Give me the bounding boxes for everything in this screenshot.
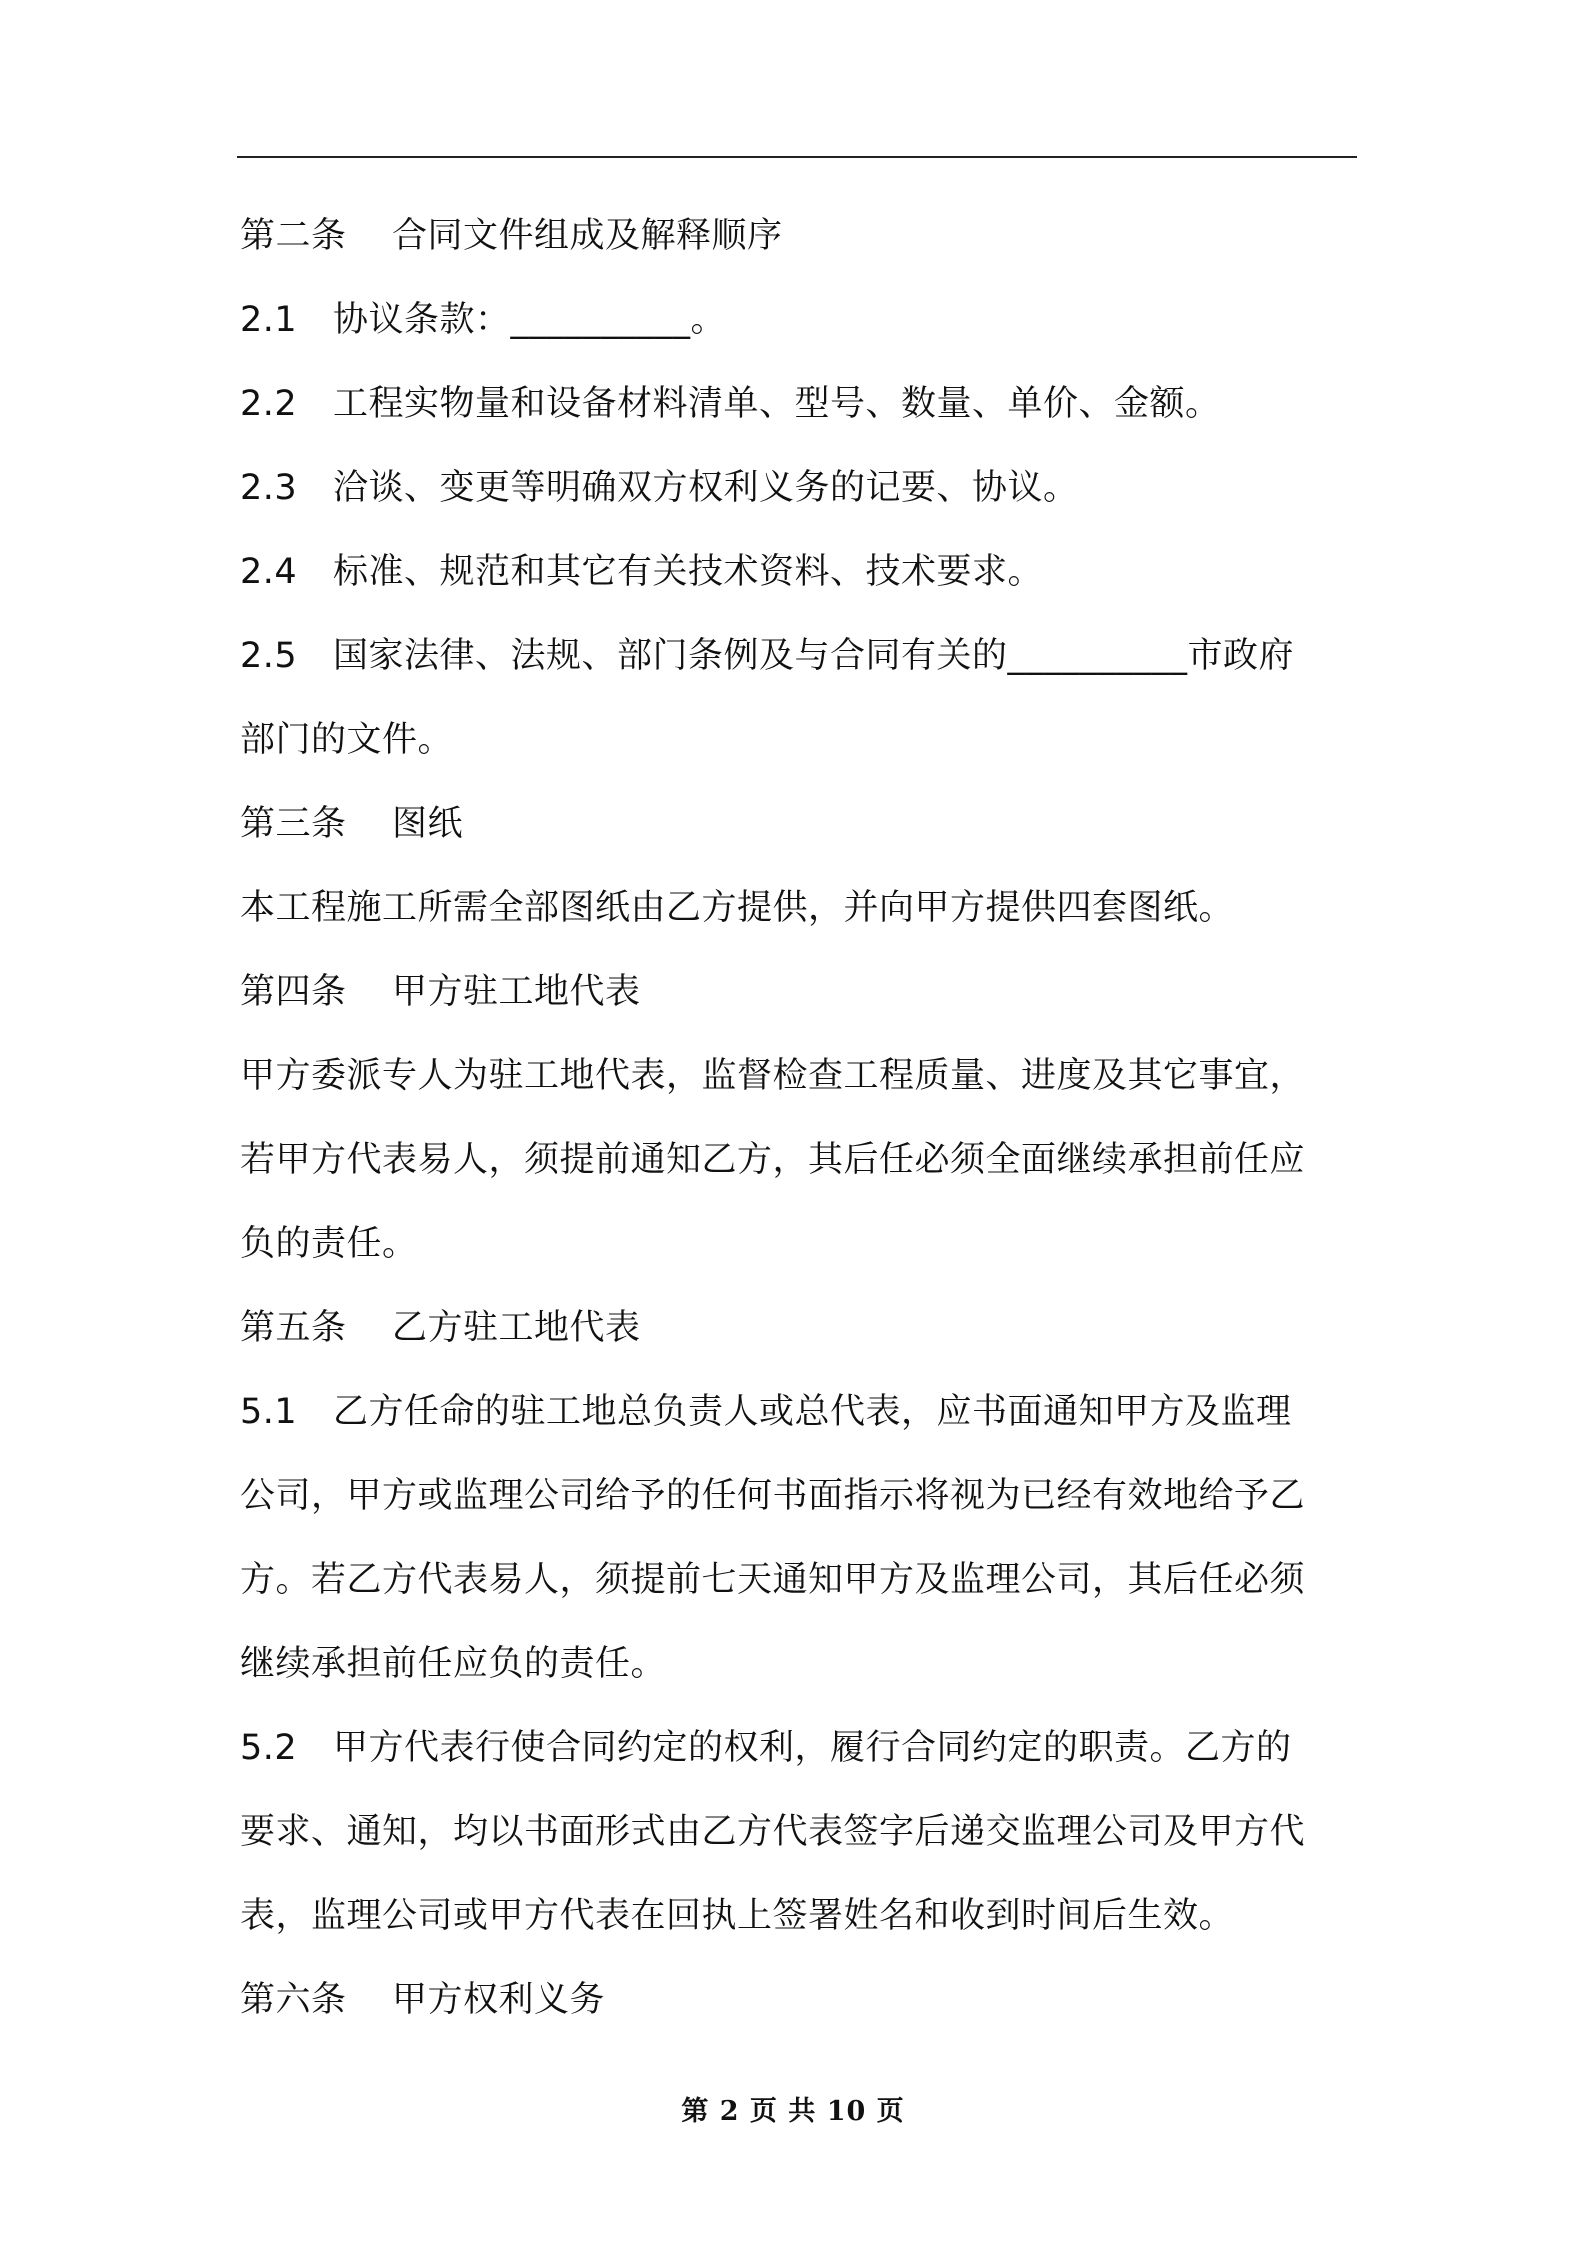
clause-text: 洽谈、变更等明确双方权利义务的记要、协议。 [333, 468, 1079, 508]
article-title: 乙方驻工地代表 [392, 1308, 641, 1348]
clause-text: 协议条款：__________。 [333, 300, 727, 340]
article-3-heading [240, 782, 1358, 866]
document-body [240, 194, 1358, 2042]
clause-5-1-line-1 [240, 1370, 1358, 1454]
article-number: 第二条 [240, 216, 347, 256]
page-number-footer: 第 2 页 共 10 页 [681, 2096, 905, 2127]
article-4-heading [240, 950, 1358, 1034]
clause-number: 2.3 [240, 468, 298, 508]
clause-number: 5.1 [240, 1392, 298, 1432]
clause-text: 标准、规范和其它有关技术资料、技术要求。 [333, 552, 1044, 592]
article-5-heading [240, 1286, 1358, 1370]
clause-5-1-line-3: 方。若乙方代表易人，须提前七天通知甲方及监理公司，其后任必须 [240, 1560, 1306, 1600]
clause-text: 国家法律、法规、部门条例及与合同有关的__________市政府 [333, 636, 1295, 676]
clause-number: 2.1 [240, 300, 298, 340]
article-title: 甲方权利义务 [392, 1980, 606, 2020]
clause-number: 2.5 [240, 636, 298, 676]
article-3-paragraph: 本工程施工所需全部图纸由乙方提供，并向甲方提供四套图纸。 [240, 888, 1235, 928]
clause-5-2-line-2: 要求、通知，均以书面形式由乙方代表签字后递交监理公司及甲方代 [240, 1812, 1306, 1852]
clause-2-3 [240, 446, 1358, 530]
article-6-heading [240, 1958, 1358, 2042]
article-4-line-3: 负的责任。 [240, 1224, 418, 1264]
clause-2-4 [240, 530, 1358, 614]
article-title: 合同文件组成及解释顺序 [392, 216, 783, 256]
clause-2-5-line-2: 部门的文件。 [240, 720, 454, 760]
clause-2-2 [240, 362, 1358, 446]
article-title: 甲方驻工地代表 [392, 972, 641, 1012]
article-2-heading [240, 194, 1358, 278]
article-4-line-2: 若甲方代表易人，须提前通知乙方，其后任必须全面继续承担前任应 [240, 1140, 1306, 1180]
clause-text: 乙方任命的驻工地总负责人或总代表，应书面通知甲方及监理 [333, 1392, 1292, 1432]
clause-number: 5.2 [240, 1728, 298, 1768]
clause-number: 2.2 [240, 384, 298, 424]
clause-5-1-line-2: 公司，甲方或监理公司给予的任何书面指示将视为已经有效地给予乙 [240, 1476, 1306, 1516]
article-number: 第六条 [240, 1980, 347, 2020]
clause-number: 2.4 [240, 552, 298, 592]
clause-2-5-line-1 [240, 614, 1358, 698]
clause-5-2-line-1 [240, 1706, 1358, 1790]
article-title: 图纸 [392, 804, 464, 844]
article-number: 第四条 [240, 972, 347, 1012]
article-number: 第三条 [240, 804, 347, 844]
header-rule [237, 156, 1357, 158]
clause-text: 甲方代表行使合同约定的权利，履行合同约定的职责。乙方的 [333, 1728, 1292, 1768]
clause-5-2-line-3: 表，监理公司或甲方代表在回执上签署姓名和收到时间后生效。 [240, 1896, 1235, 1936]
article-number: 第五条 [240, 1308, 347, 1348]
article-4-line-1: 甲方委派专人为驻工地代表，监督检查工程质量、进度及其它事宜， [240, 1056, 1306, 1096]
clause-5-1-line-4: 继续承担前任应负的责任。 [240, 1644, 667, 1684]
clause-2-1 [240, 278, 1358, 362]
clause-text: 工程实物量和设备材料清单、型号、数量、单价、金额。 [333, 384, 1221, 424]
